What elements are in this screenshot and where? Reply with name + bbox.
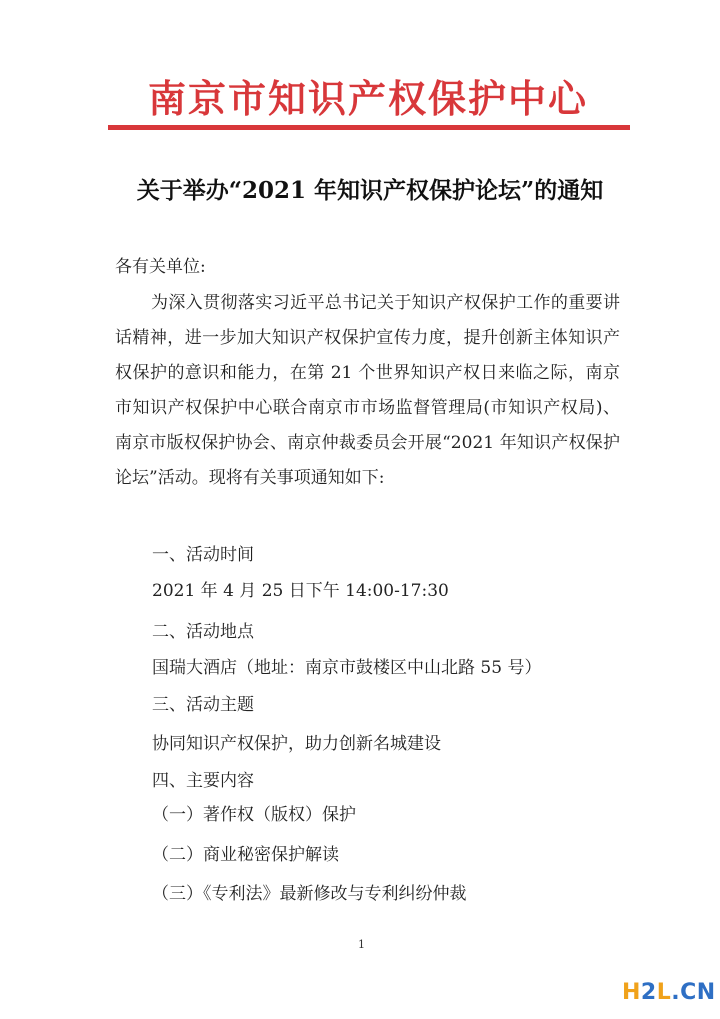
page-number: 1 bbox=[358, 938, 365, 951]
letterhead-red-rule bbox=[108, 125, 630, 130]
section-heading-theme: 三、活动主题 bbox=[152, 695, 254, 715]
intro-paragraph: 为深入贯彻落实习近平总书记关于知识产权保护工作的重要讲话精神，进一步加大知识产权保护宣传力度，提升创新主体知识产权保护的意识和能力，在第 21 个世界知识产权日来临之际，南京市知识产权保护中心联合南京市市场监督管理局(市知识产权局)、南京市版权保护协会、南京仲裁委员会开展“2021 年知识产权保护论坛”活动。现将有关事项通知如下: bbox=[115, 293, 620, 488]
content-item: （二）商业秘密保护解读 bbox=[152, 845, 339, 865]
content-item: （三）《专利法》最新修改与专利纠纷仲裁 bbox=[152, 884, 467, 904]
section-value-theme: 协同知识产权保护，助力创新名城建设 bbox=[152, 734, 441, 754]
site-watermark-logo: H2L.CN bbox=[622, 980, 716, 1005]
section-value-time: 2021 年 4 月 25 日下午 14:00-17:30 bbox=[152, 581, 449, 601]
section-heading-time: 一、活动时间 bbox=[152, 545, 254, 565]
notice-title: 关于举办“2021 年知识产权保护论坛”的通知 bbox=[136, 177, 604, 204]
section-heading-place: 二、活动地点 bbox=[152, 622, 254, 642]
section-value-place: 国瑞大酒店（地址：南京市鼓楼区中山北路 55 号） bbox=[152, 658, 542, 678]
content-item: （一）著作权（版权）保护 bbox=[152, 805, 356, 825]
section-heading-content: 四、主要内容 bbox=[152, 771, 254, 791]
salutation: 各有关单位: bbox=[115, 257, 206, 277]
organization-letterhead: 南京市知识产权保护中心 bbox=[147, 77, 588, 121]
